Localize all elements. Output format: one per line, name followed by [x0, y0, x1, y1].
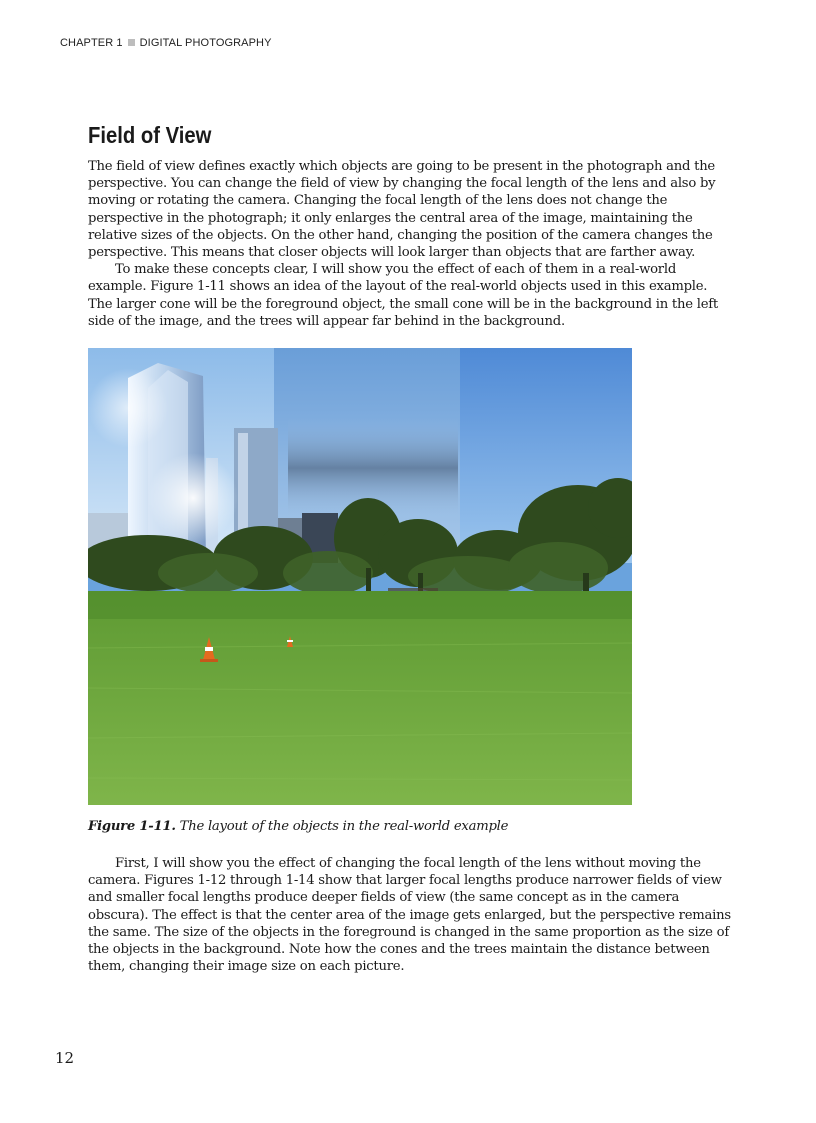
paragraph-concepts: To make these concepts clear, I will show you the effect of each of them in a real-world example. Figure 1-11 shows an idea of the layout of the real-world objects used in this example. The larger cone will be the foreground object, the small cone will be in the background in the left side of the image, and the trees will appear far behind in the background.: [88, 262, 718, 329]
figure-label: Figure 1-11.: [88, 819, 176, 834]
body-text-block: [88, 855, 732, 975]
separator-square-icon: [128, 39, 135, 46]
intro-text-block: [88, 158, 732, 330]
page-number: 12: [55, 1049, 75, 1067]
paragraph-focal-length: First, I will show you the effect of changing the focal length of the lens without moving the camera. Figures 1-12 through 1-14 show that larger focal lengths produce narrower fields of view and smaller focal lengths produce deeper fields of view (the same concept as in the camera obscura). The effect is that the center area of the image gets enlarged, but the perspective remains the same. The size of the objects in the foreground is changed in the same proportion as the size of the objects in the background. Note how the cones and the trees maintain the distance between them, changing their image size on each picture.: [88, 856, 731, 975]
chapter-title: DIGITAL PHOTOGRAPHY: [139, 37, 272, 49]
figure-caption-text: The layout of the objects in the real-world example: [179, 819, 509, 834]
section-title: Field of View: [88, 122, 212, 148]
park-scene-illustration: [88, 348, 632, 805]
figure-caption: [88, 819, 508, 834]
figure-photo-composite: [88, 348, 632, 805]
paragraph-field-of-view: The field of view defines exactly which objects are going to be present in the photograph and the perspective. You can change the field of view by changing the focal length of the lens and also by moving or rotating the camera. Changing the focal length of the lens does not change the perspective in the photograph; it only enlarges the central area of the image, maintaining the relative sizes of the objects. On the other hand, changing the position of the camera changes the perspective. This means that closer objects will look larger than objects that are farther away.: [88, 159, 716, 261]
running-header: [60, 37, 272, 49]
chapter-label: CHAPTER 1: [60, 37, 123, 49]
